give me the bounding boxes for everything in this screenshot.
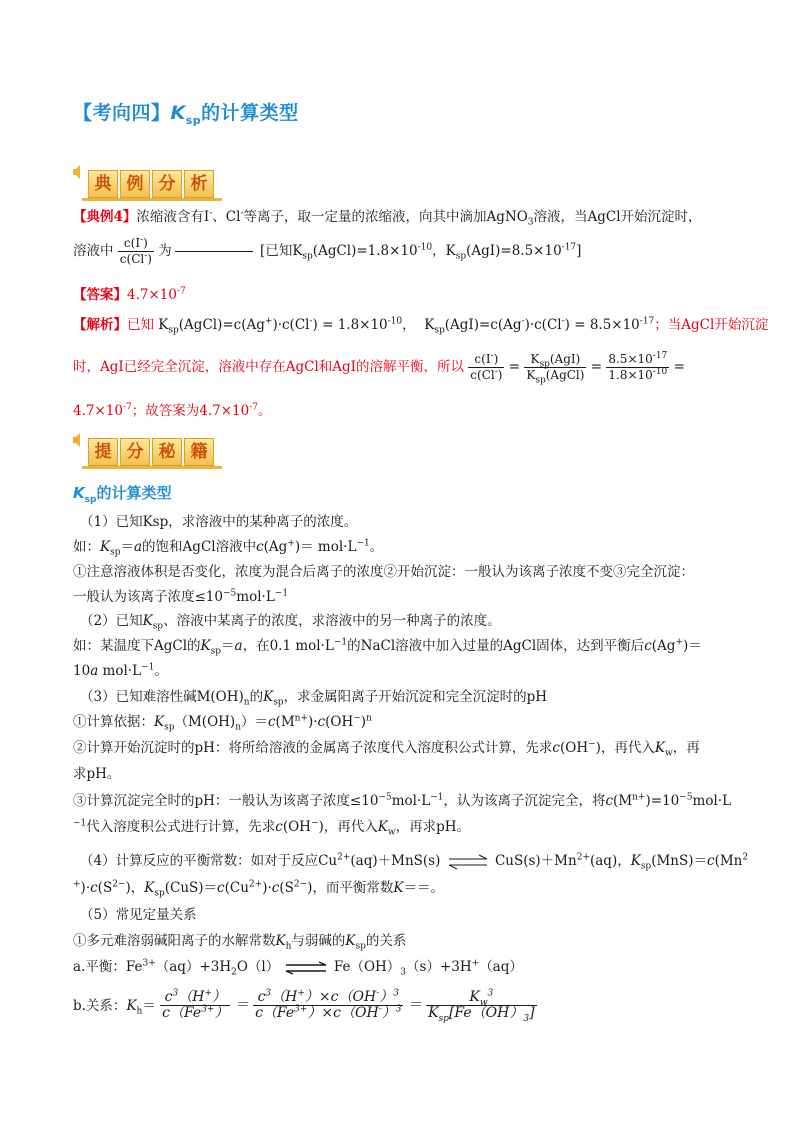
answer-value: $4.7\times 10^{-7}$ — [127, 286, 186, 303]
item-p12: ③计算沉淀完全时的pH：一般认为该离子浓度$\le 10^{-5}mol\cdot L^{-1}$，认为该离子沉淀完全，将$c(M^{n+})=10^{-5}mol\cdot L$ — [73, 792, 732, 809]
equilibrium-arrows-icon — [445, 854, 491, 870]
banner2-underline — [82, 466, 222, 469]
analysis-label: 【解析】 — [73, 317, 127, 333]
answer-line — [73, 286, 186, 304]
banner2-char-4: 籍 — [184, 438, 214, 466]
kh-fraction-2: $\frac{c^3(H^+)\times c(OH^-)^3}{c(Fe^{3+})\times c(OH^-)^3}$ — [255, 988, 402, 1021]
item-p16: （5）常见定量关系 — [80, 907, 197, 923]
item-p1: （1）已知Ksp，求溶液中的某种离子的浓度。 — [80, 514, 358, 530]
speaker-icon — [72, 164, 86, 180]
page-title: 【考向四】$K_{sp}$的计算类型 — [73, 102, 299, 127]
item-p6: 如：某温度下AgCl的$K_{sp}=a$，在0.1 $mol\cdot L^{-1}$的NaCl溶液中加入过量的AgCl固体，达到平衡后c(Ag+)＝ — [73, 637, 702, 657]
item-p7: 10a $mol\cdot L^{-1}$。 — [73, 662, 168, 679]
item-p9: ①计算依据：$K_{sp}(M(OH)_n)=c(M^{n+})\cdot c(OH^-)^n$ — [73, 713, 372, 733]
item-p17: ①多元难溶弱碱阳离子的水解常数$K_h$与弱碱的$K_{sp}$的关系 — [73, 933, 407, 952]
banner-underline — [82, 198, 222, 201]
banner-char-4: 析 — [184, 170, 214, 198]
speaker-icon — [72, 432, 86, 448]
equilibrium-arrows-icon — [284, 961, 330, 975]
item-p4: 一般认为该离子浓度$\le 10^{-5}mol\cdot L^{-1}$ — [73, 588, 289, 605]
item-p10: ②计算开始沉淀时的pH：将所给溶液的金属离子浓度代入溶度积公式计算，先求c(OH−)，再代入$K_w$，再 — [73, 739, 700, 759]
item-p8: （3）已知难溶性碱$M(OH)_n$的$K_{sp}$，求金属阳离子开始沉淀和完全沉淀时的pH — [80, 689, 547, 708]
analysis-line-3: $4.7\times 10^{-7}$；故答案为$4.7\times 10^{-7}$。 — [73, 402, 272, 419]
banner-char-1: 典 — [88, 170, 118, 198]
example-mid: 为 — [158, 243, 172, 259]
ratio-fraction: $\frac{c(I^-)}{c(Cl^-)}$ — [119, 235, 152, 266]
example-label: 【典例4】 — [73, 209, 137, 225]
item-p19: b.关系：$K_h=$ $\frac{c^3(H^+)}{c(Fe^{3+})}$ ＝ $\frac{c^3(H^+)\times c(OH^-)^3}{c(Fe^{3+})\times c(OH^-)^3}$ ＝ $\frac{K_w^3}{K_{sp}[Fe(OH)_3]}$ — [73, 988, 535, 1024]
tips-banner — [72, 428, 222, 472]
item-p18: a.平衡：$Fe^{3+}(aq)+3H_2O(l)$ $Fe(OH)_3(s)+3H^+(aq)$ — [73, 958, 523, 978]
analysis-line-2: 时，AgI已经完全沉淀，溶液中存在AgCl和AgI的溶解平衡，所以 $\frac{c(I^-)}{c(Cl^-)}$ = $\frac{K_{sp}(AgI)}{K_{sp}(AgCl)}$ = $\frac{8.5\times 10^{-17}}{1.8\times 10^{-10}}$ = — [73, 351, 685, 386]
banner2-char-3: 秘 — [152, 438, 182, 466]
item-p15: $^+)\cdot c(S^{2-})$，$K_{sp}(CuS)=c(Cu^{2+})\cdot c(S^{2-})$，而平衡常数K＝＝。 — [73, 879, 444, 899]
banner2-char-2: 分 — [120, 438, 150, 466]
banner-char-2: 例 — [120, 170, 150, 198]
item-p14: （4）计算反应的平衡常数：如对于反应$Cu^{2+}(aq)+MnS(s)$ $CuS(s)+Mn^{2+}(aq)$，$K_{sp}(MnS)=c(Mn^2$ — [80, 852, 749, 872]
item-p13: $^{-1}$代入溶度积公式进行计算，先求c(OH−)，再代入$K_w$，再求pH。 — [73, 818, 471, 838]
example-line-2 — [73, 236, 581, 267]
section-heading: $K_{sp}$的计算类型 — [73, 484, 172, 505]
item-p11: 求pH。 — [73, 766, 121, 782]
item-p2: 如：$K_{sp}=a$的饱和AgCl溶液中$c(Ag^+)= mol\cdot L^{-1}$。 — [73, 538, 384, 558]
kh-fraction-3: $\frac{K_w^3}{K_{sp}[Fe(OH)_3]}$ — [428, 988, 535, 1024]
item-p3: ①注意溶液体积是否变化，浓度为混合后离子的浓度②开始沉淀：一般认为该离子浓度不变③完全沉淀： — [73, 564, 694, 580]
answer-label: 【答案】 — [73, 287, 127, 303]
banner2-char-1: 提 — [88, 438, 118, 466]
example-line-1: 【典例4】浓缩液含有I-、Cl-等离子，取一定量的浓缩液，向其中滴加AgNO$_3$溶液，当AgCl开始沉淀时， — [73, 208, 702, 228]
example-prefix: 溶液中 — [73, 243, 114, 259]
analysis-line1-tail: ；当AgCl开始沉淀 — [654, 317, 769, 333]
example-analysis-banner — [72, 160, 222, 204]
item-p5: （2）已知$K_{sp}$、溶液中某离子的浓度，求溶液中的另一种离子的浓度。 — [80, 613, 501, 632]
analysis-line-1: 【解析】已知 $K_{sp}(AgCl)=c(Ag^+)\cdot c(Cl^-) = 1.8\times 10^{-10}$， $K_{sp}(AgI)=c(Ag^-)\cdot c(Cl^-) = 8.5\times 10^{-17}$；当AgCl开始沉淀 — [73, 316, 769, 336]
banner-char-3: 分 — [152, 170, 182, 198]
analysis-line2-head: 时，AgI已经完全沉淀，溶液中存在AgCl和AgI的溶解平衡，所以 — [73, 359, 464, 375]
answer-blank — [175, 251, 253, 252]
example-given: [已知$K_{sp}(AgCl)=1.8\times 10^{-10}$，$K_{sp}(AgI)=8.5\times 10^{-17}$] — [260, 242, 582, 262]
kh-fraction-1: $\frac{c^3(H^+)}{c(Fe^{3+})}$ — [162, 988, 229, 1021]
